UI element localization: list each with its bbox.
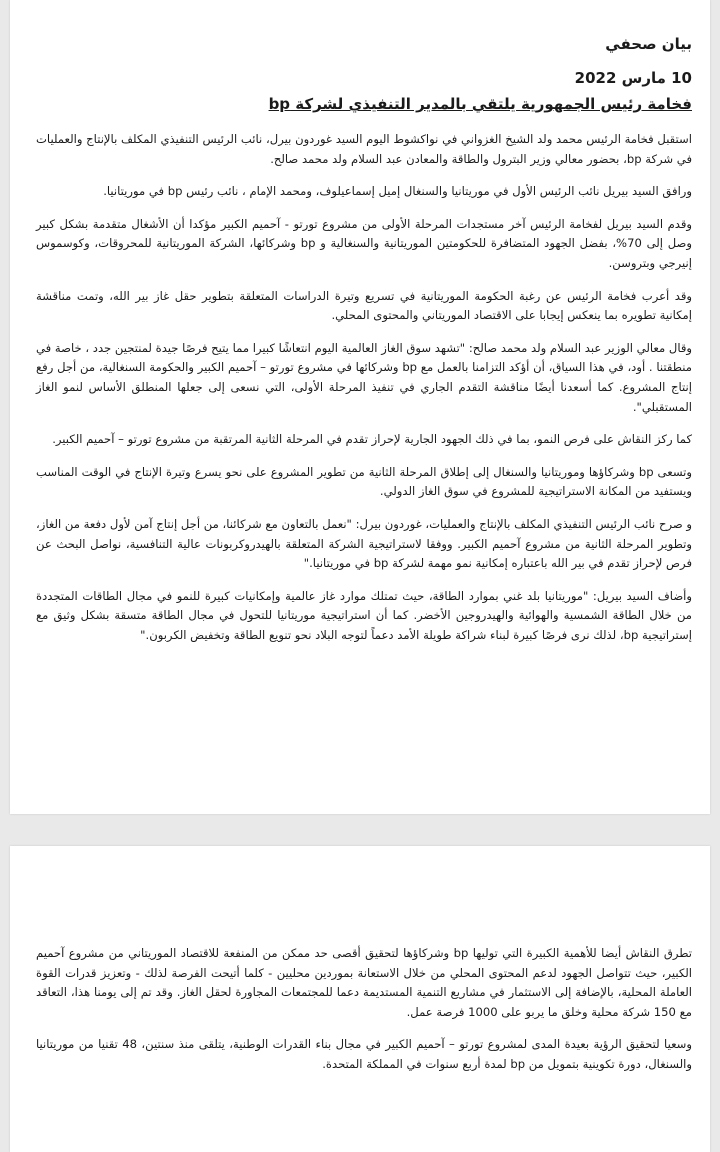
paragraph: استقبل فخامة الرئيس محمد ولد الشيخ الغزواني في نواكشوط اليوم السيد غوردون بيرل، نائب الرئيس التنفيذي المكلف بالإنتاج والعمليات في شركة bp، بحضور معالي وزير البترول والطاقة والمعادن عبد السلام ولد محمد صالح. [36,132,692,166]
release-title: فخامة رئيس الجمهورية يلتقي بالمدير التنفيذي لشركة bp [268,95,692,113]
paragraph: ورافق السيد بيريل نائب الرئيس الأول في موريتانيا والسنغال إميل إسماعيلوف، ومحمد الإمام ، نائب رئيس bp في موريتانيا. [103,184,692,199]
paragraph: وقدم السيد بيريل لفخامة الرئيس آخر مستجدات المرحلة الأولى من مشروع تورتو - آحميم الكبير مؤكدا أن الأشغال متقدمة بشكل كبير وصل إلى 70%، بفضل الجهود المتضافرة للحكومتين الموريتانية والسنغالية و bp وشركائها، الشركة الموريتانية للمحروقات، وكوسموس إنيرجي وبتروسن. [36,216,692,270]
press-release-label: بيان صحفي [605,35,692,53]
paragraph: وسعيا لتحقيق الرؤية بعيدة المدى لمشروع تورتو – آحميم الكبير في مجال بناء القدرات الوطنية، يتلقى منذ سنتين، 48 تقنيا من موريتانيا والسنغال، دورة تكوينية بتمويل من bp لمدة أربع سنوات في المملكة المتحدة. [36,1037,692,1071]
document-page-2 [10,846,710,1152]
paragraph: كما ركز النقاش على فرص النمو، بما في ذلك الجهود الجارية لإحراز تقدم في المرحلة الثانية المرتقبة من مشروع تورتو – آحميم الكبير. [52,432,692,447]
paragraph: وأضاف السيد بيريل: "موريتانيا بلد غني بموارد الطاقة، حيث تمتلك موارد غاز عالمية وإمكانيات كبيرة للنمو في مجال الطاقات المتجددة من خلال الطاقة الشمسية والهوائية والهيدروجين الأخضر. كما أن استراتيجية موريتانيا للتحول في مجال الطاقة متسقة بشكل وثيق مع إستراتيجية bp، لذلك نرى فرصًا كبيرة لبناء شراكة طويلة الأمد دعماً لتوجه البلاد نحو تنويع الطاقة وتخفيض الكربون." [36,588,692,642]
paragraph: وقد أعرب فخامة الرئيس عن رغبة الحكومة الموريتانية في تسريع وتيرة الدراسات المتعلقة بتطوير حقل غاز بير الله، وتمت مناقشة إمكانية تطويره بما ينعكس إيجابا على الاقتصاد الموريتاني والمحتوى المحلي. [36,288,692,323]
paragraph: وقال معالي الوزير عبد السلام ولد محمد صالح: "تشهد سوق الغاز العالمية اليوم انتعاشًا كبيرا مما يتيح فرصًا جيدة لمنتجين جدد ، خاصة في منطقتنا . أود، في هذا السياق، أن أؤكد التزامنا بالعمل مع bp وشركائها في مشروع تورتو – آحميم الكبير والحكومة السنغالية، من أجل رفع إنتاج المشروع. كما أسعدنا أيضًا مناقشة التقدم الجاري في تنفيذ المرحلة الأولى، التي نسعى إلى جعلها المنطلق الأساس لنمو الغاز المستقبلي". [36,340,693,414]
release-date: 10 مارس 2022 [574,69,692,87]
document-page-1 [10,0,710,814]
paragraph: وتسعى bp وشركاؤها وموريتانيا والسنغال إلى إطلاق المرحلة الثانية من تطوير المشروع على نحو يسرع وتيرة الإنتاج في الوقت المناسب ويستفيد من المكانة الاستراتيجية للمشروع في سوق الغاز الدولي. [36,464,692,499]
paragraph: تطرق النقاش أيضا للأهمية الكبيرة التي توليها bp وشركاؤها لتحقيق أقصى حد ممكن من المنفعة للاقتصاد الموريتاني من مشروع آحميم الكبير، حيث تتواصل الجهود لدعم المحتوى المحلي من خلال الاستعانة بموردين محليين - كلما أتيحت الفرصة لذلك - وتعزيز قدرات القوة العاملة المحلية، بالإضافة إلى الاستثمار في مشاريع التنمية المستديمة دعما للمجتمعات المجاورة لحقل الغاز. وقد تم إلى يومنا هذا، التعاقد مع 150 شركة محلية وخلق ما يربو على 1000 فرصة عمل. [36,946,692,1019]
paragraph: و صرح نائب الرئيس التنفيذي المكلف بالإنتاج والعمليات، غوردون بيرل: "نعمل بالتعاون مع شركائنا، من أجل إنتاج آمن لأول دفعة من الغاز، وتطوير المرحلة الثانية من مشروع آحميم الكبير. ووفقا لاستراتيجية الشركة المتعلقة بالهيدروكربونات عالية التنافسية، نواصل البحث عن فرص لإحراز تقدم في بير الله باعتباره إمكانية نمو مهمة لشركة bp في موريتانيا." [36,516,692,571]
